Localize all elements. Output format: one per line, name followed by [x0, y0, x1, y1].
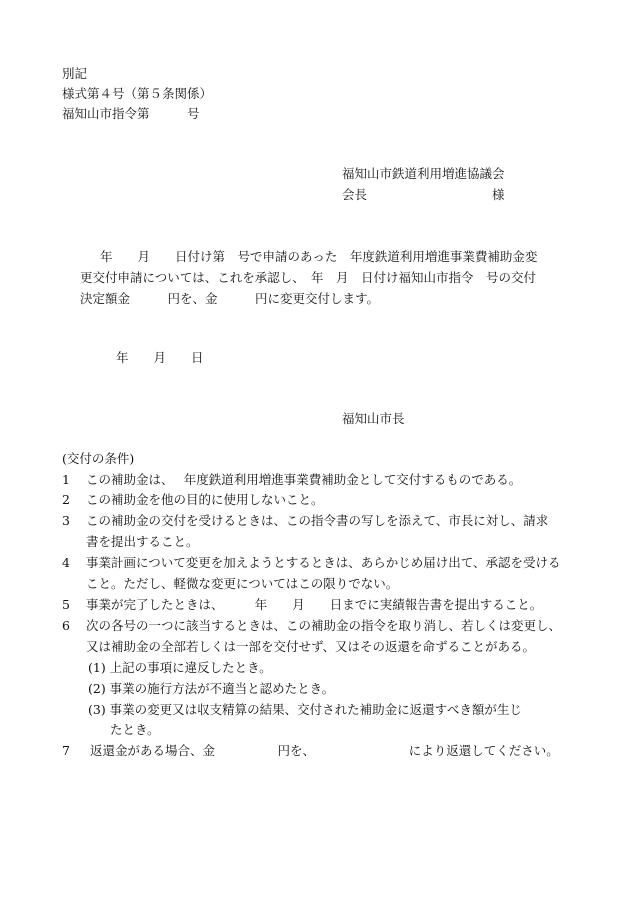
signatory: 福知山市長 [342, 411, 405, 426]
conditions-heading: (交付の条件) [62, 451, 135, 466]
condition-number: 2 [62, 492, 70, 507]
condition-text: 次の各号の一つに該当するときは、この補助金の指令を取り消し、若しくは変更し、 [86, 618, 562, 633]
condition-text: 事業が完了したときは、 年 月 日までに実績報告書を提出すること。 [86, 597, 543, 612]
body-line-2: 更交付申請については、これを承認し、 年 月 日付け福知山市指令 号の交付 [80, 270, 537, 285]
condition-number: 6 [62, 618, 70, 633]
condition-number: 7 [62, 743, 70, 758]
condition-text-cont: こと。ただし、軽微な変更についてはこの限りでない。 [86, 576, 399, 591]
condition-number: 1 [62, 472, 70, 487]
addressee-organization: 福知山市鉄道利用増進協議会 [342, 166, 505, 181]
addressee-title: 会長 様 [342, 187, 505, 202]
condition-text-cont: 又は補助金の全部若しくは一部を交付せず、又はその返還を命ずることがある。 [86, 639, 536, 654]
condition-text: 事業計画について変更を加えようとするときは、あらかじめ届け出て、承認を受ける [86, 555, 561, 570]
sub-item: (3) 事業の変更又は収支精算の結果、交付された補助金に返還すべき額が生じ [88, 702, 522, 717]
sub-item-cont: たとき。 [110, 722, 160, 737]
condition-number: 5 [62, 597, 70, 612]
sub-item: (2) 事業の施行方法が不適当と認めたとき。 [88, 681, 335, 696]
condition-text: この補助金は、 年度鉄道利用増進事業費補助金として交付するものである。 [86, 472, 522, 487]
body-line-1: 年 月 日付け第 号で申請のあった 年度鉄道利用増進事業費補助金変 [100, 249, 538, 264]
date-line: 年 月 日 [116, 350, 204, 365]
condition-text: この補助金の交付を受けるときは、この指令書の写しを添えて、市長に対し、請求 [86, 513, 549, 528]
condition-text: 返還金がある場合、金 円を、 により返還してください。 [90, 743, 559, 758]
sub-item: (1) 上記の事項に違反したとき。 [88, 660, 272, 675]
condition-number: 3 [62, 513, 70, 528]
appendix-label: 別記 [62, 66, 88, 81]
condition-text: この補助金を他の目的に使用しないこと。 [86, 492, 324, 507]
condition-number: 4 [62, 555, 70, 570]
form-number: 様式第４号（第５条関係） [62, 86, 213, 101]
condition-text-cont: 書を提出すること。 [86, 534, 199, 549]
body-line-3: 決定額金 円を、金 円に変更交付します。 [80, 291, 380, 306]
directive-number: 福知山市指令第 号 [62, 106, 200, 121]
